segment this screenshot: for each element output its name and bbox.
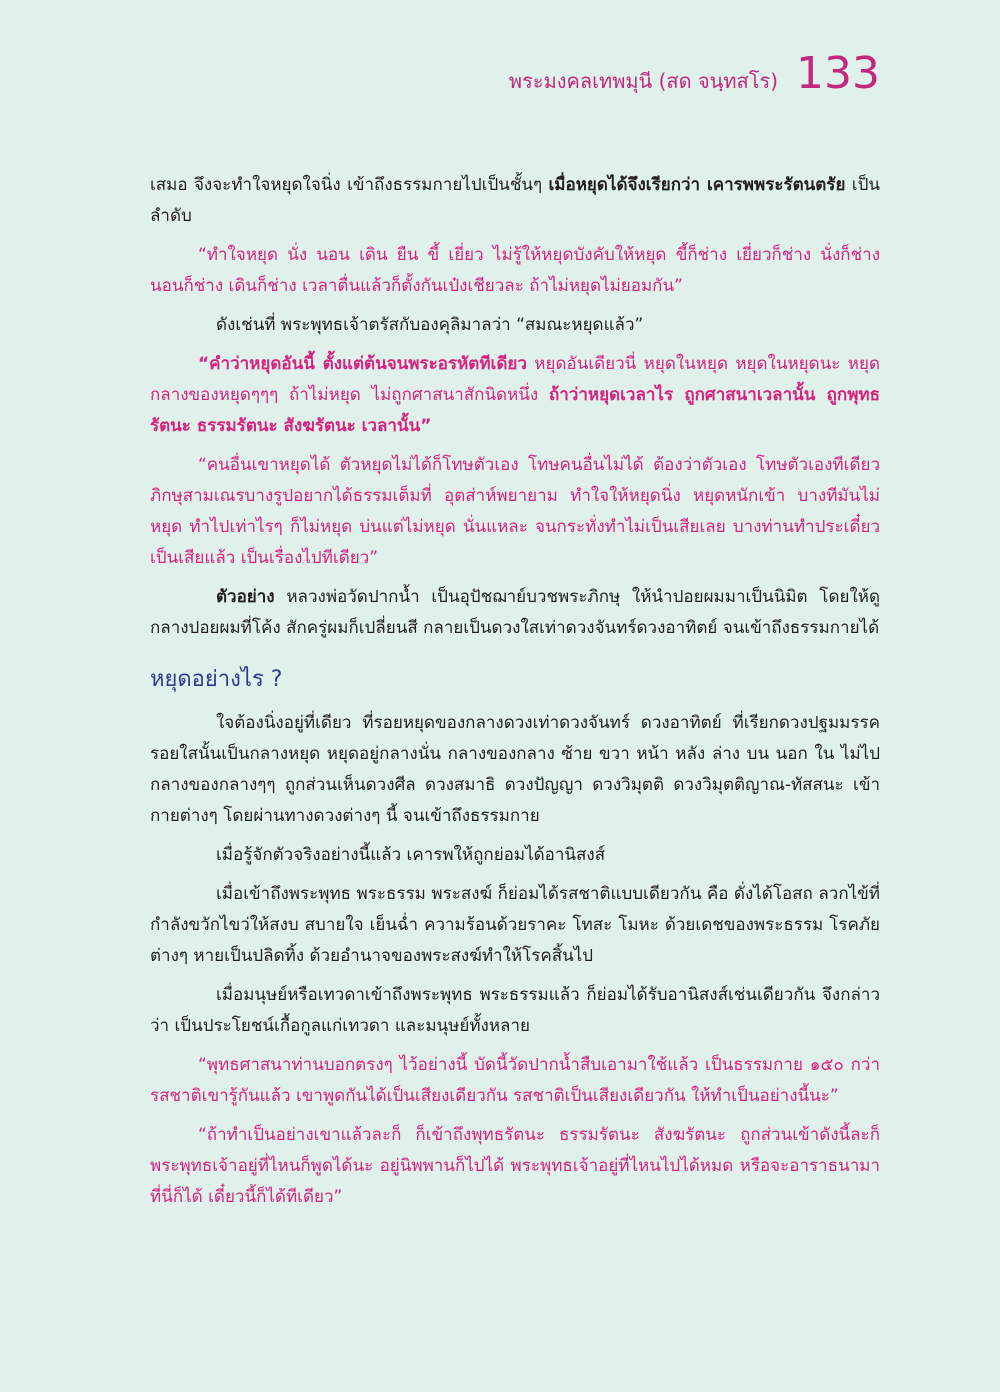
example-label: ตัวอย่าง [216,587,275,607]
quote-block-3: “คนอื่นเขาหยุดได้ ตัวหยุดไม่ได้ก็โทษตัวเอง โทษคนอื่นไม่ได้ ต้องว่าตัวเอง โทษตัวเองทีเดียว ภิกษุสามเณรบางรูปอยากได้ธรรมเต็มที่ อุตส่าห์พยายาม ทำใจให้หยุดนิ่ง หยุดหนักเข้า บางทีมันไม่หยุด ทำไปเท่าไรๆ ก็ไม่หยุด บ่นแต่ไม่หยุด นั่นแหละ จนกระทั่งทำไม่เป็นเสียเลย บางท่านทำประเดี๋ยวเป็นเสียแล้ว เป็นเรื่องไปทีเดียว” [150,455,880,568]
paragraph-example: ตัวอย่าง หลวงพ่อวัดปากน้ำ เป็นอุปัชฌาย์บวชพระภิกษุ ให้นำปอยผมมาเป็นนิมิต โดยให้ดูกลางปอยผมที่โค้ง สักครู่ผมก็เปลี่ยนสี กลายเป็นดวงใสเท่าดวงจันทร์ดวงอาทิตย์ จนเข้าถึงธรรมกายได้ [150,587,880,638]
paragraph-continuation: เสมอ จึงจะทำใจหยุดใจนิ่ง เข้าถึงธรรมกายไปเป็นชั้นๆ เมื่อหยุดได้จึงเรียกว่า เคารพพระรัตนตรัย เป็นลำดับ [150,175,880,226]
quote-block-2: “คำว่าหยุดอันนี้ ตั้งแต่ต้นจนพระอรหัตทีเดียว หยุดอันเดียวนี่ หยุดในหยุด หยุดในหยุดนะ หยุดกลางของหยุดๆๆๆ ถ้าไม่หยุด ไม่ถูกศาสนาสักนิดหนึ่ง ถ้าว่าหยุดเวลาไร ถูกศาสนาเวลานั้น ถูกพุทธรัตนะ ธรรมรัตนะ สังฆรัตนะ เวลานั้น” [150,354,880,436]
page-header [508,48,880,99]
bold-phrase: เมื่อหยุดได้จึงเรียกว่า เคารพพระรัตนตรัย [548,175,846,195]
paragraph-medicine: เมื่อเข้าถึงพระพุทธ พระธรรม พระสงฆ์ ก็ย่อมได้รสชาติแบบเดียวกัน คือ ดั่งได้โอสถ ลวกไข้ที่ กำลังขวักไขว่ให้สงบ สบายใจ เย็นฉ่ำ ความร้อนด้วยราคะ โทสะ โมหะ ด้วยเดชของพระธรรม โรคภัย ต่างๆ หายเป็นปลิดทิ้ง ด้วยอำนาจของพระสงฆ์ทำให้โรคสิ้นไป [150,884,880,966]
page-body [150,170,880,1221]
section-heading: หยุดอย่างไร ? [150,667,283,692]
quote-bold-2: ถ้าว่าหยุดเวลาไร ถูกศาสนาเวลานั้น ถูกพุทธรัตนะ ธรรมรัตนะ สังฆรัตนะ เวลานั้น” [150,385,880,436]
quote-bold-1: “คำว่าหยุดอันนี้ ตั้งแต่ต้นจนพระอรหัตทีเดียว [198,354,527,374]
page-number: 133 [796,48,880,99]
running-title: พระมงคลเทพมุนี (สด จนฺทสโร) [508,69,779,93]
narration-angulimala: ดังเช่นที่ พระพุทธเจ้าตรัสกับองคุลิมาลว่า “สมณะหยุดแล้ว” [216,315,644,335]
quote-block-5: “ถ้าทำเป็นอย่างเขาแล้วละก็ ก็เข้าถึงพุทธรัตนะ ธรรมรัตนะ สังฆรัตนะ ถูกส่วนเข้าดังนี้ละก็ พระพุทธเจ้าอยู่ที่ไหนก็พูดได้นะ อยู่นิพพานก็ไปได้ พระพุทธเจ้าอยู่ที่ไหนไปได้หมด หรือจะอาราธนามาที่นี่ก็ได้ เดี๋ยวนี้ก็ได้ทีเดียว” [150,1125,880,1207]
paragraph-how-to-stop: ใจต้องนิ่งอยู่ที่เดียว ที่รอยหยุดของกลางดวงเท่าดวงจันทร์ ดวงอาทิตย์ ที่เรียกดวงปฐมมรรค รอยใสนั้นเป็นกลางหยุด หยุดอยู่กลางนั่น กลางของกลาง ซ้าย ขวา หน้า หลัง ล่าง บน นอก ใน ไม่ไป กลางของกลางๆๆ ถูกส่วนเห็นดวงศีล ดวงสมาธิ ดวงปัญญา ดวงวิมุตติ ดวงวิมุตติญาณ-ทัสสนะ เข้ากายต่างๆ โดยผ่านทางดวงต่างๆ นี้ จนเข้าถึงธรรมกาย [150,713,880,826]
quote-block-4: “พุทธศาสนาท่านบอกตรงๆ ไว้อย่างนี้ บัดนี้วัดปากน้ำสืบเอามาใช้แล้ว เป็นธรรมกาย ๑๕๐ กว่า รสชาติเขารู้กันแล้ว เขาพูดกันได้เป็นเสียงเดียวกัน รสชาติเป็นเสียงเดียวกัน ให้ทำเป็นอย่างนี้นะ” [150,1055,880,1106]
paragraph-respect: เมื่อรู้จักตัวจริงอย่างนี้แล้ว เคารพให้ถูกย่อมได้อานิสงส์ [216,845,606,865]
quote-block-1: “ทำใจหยุด นั่ง นอน เดิน ยืน ขี้ เยี่ยว ไม่รู้ให้หยุดบังคับให้หยุด ขี้ก็ช่าง เยี่ยวก็ช่าง นั่งก็ช่าง นอนก็ช่าง เดินก็ช่าง เวลาตื่นแล้วก็ตั้งกันเป๋งเชียวละ ถ้าไม่หยุดไม่ยอมกัน” [150,245,880,296]
paragraph-benefit: เมื่อมนุษย์หรือเทวดาเข้าถึงพระพุทธ พระธรรมแล้ว ก็ย่อมได้รับอานิสงส์เช่นเดียวกัน จึงกล่าวว่า เป็นประโยชน์เกื้อกูลแก่เทวดา และมนุษย์ทั้งหลาย [150,985,880,1036]
